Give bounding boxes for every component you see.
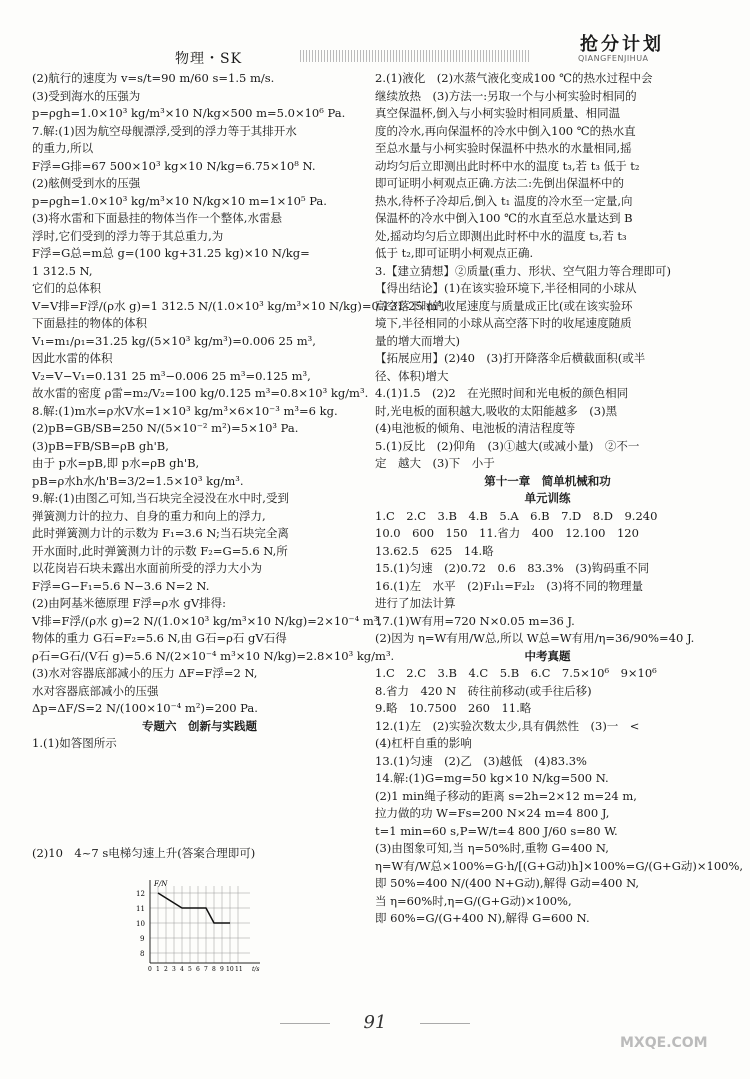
answer-line: 以花岗岩石块未露出水面前所受的浮力大小为 (32, 561, 262, 575)
answer-line: 径、体积)增大 (375, 368, 449, 383)
answer-line: V₁=m₁/ρ₁=31.25 kg/(5×10³ kg/m³)=0.006 25 m³, (32, 333, 316, 348)
answer-line: 浮时,它们受到的浮力等于其总重力,为 (32, 228, 224, 243)
exam-title: 中考真题 (524, 648, 571, 663)
answer-line: 拉力做的功 W=Fs=200 N×24 m=4 800 J, (375, 806, 610, 820)
answer-line: 由于 p水=pB,即 p水=ρB gh'B, (32, 456, 200, 470)
answer-line: 低于 t₂,即可证明小柯观点正确. (375, 246, 534, 260)
answer-line: 13.(1)匀速 (2)乙 (3)越低 (4)83.3% (375, 753, 587, 768)
answer-line: 【拓展应用】(2)40 (3)打开降落伞后横截面积(或半 (375, 351, 646, 365)
answer-line: 量的增大而增大) (375, 333, 460, 348)
answer-line: 当 η=60%时,η=G/(G+G动)×100%, (375, 893, 572, 908)
right-column (375, 70, 744, 928)
answer-line: 13.62.5 625 14.略 (375, 543, 494, 558)
answer-line: 的重力,所以 (32, 141, 94, 155)
answer-line: η=W有/W总×100%=G·h/[(G+G动)h]×100%=G/(G+G动)×100%, (375, 858, 744, 873)
answer-line: 定 越大 (3)下 小于 (375, 456, 495, 470)
answer-line: (3)pB=FB/SB=ρB gh'B, (32, 438, 169, 453)
answer-line: 至总水量与小柯实验时保温杯中热水的水量相同,摇 (375, 141, 632, 155)
answer-line: 动均匀后立即测出此时杯中水的温度 t₃,若 t₃ 低于 t₂ (375, 158, 640, 173)
answer-line: 2.(1)液化 (2)水蒸气液化变成100 ℃的热水过程中会 (375, 71, 653, 85)
answer-line: V₂=V−V₁=0.131 25 m³−0.006 25 m³=0.125 m³, (32, 368, 311, 383)
answer-line: 1.C 2.C 3.B 4.B 5.A 6.B 7.D 8.D 9.240 (375, 508, 658, 523)
answer-line: ρ石=G石/(V石 g)=5.6 N/(2×10⁻⁴ m³×10 N/kg)=2.8×10³ kg/m³. (32, 648, 395, 663)
answer-line: 3.【建立猜想】②质量(重力、形状、空气阻力等合理即可) (375, 263, 671, 278)
x-tick-label: 6 (196, 966, 200, 973)
x-tick-label: 0 (148, 966, 152, 973)
answer-line: (3)受到海水的压强为 (32, 88, 141, 103)
x-tick-label: 5 (188, 966, 192, 973)
answer-line: 1.C 2.C 3.B 4.C 5.B 6.C 7.5×10⁶ 9×10⁶ (375, 666, 657, 680)
force-time-chart (120, 878, 270, 978)
x-tick-label: 8 (212, 966, 216, 973)
answer-line: 下面悬挂的物体的体积 (32, 316, 147, 330)
x-tick-label: 2 (164, 966, 168, 973)
brand-title: 抢分计划 (580, 34, 664, 55)
x-axis-label: t/s (252, 966, 260, 973)
y-tick-label: 10 (136, 920, 145, 928)
answer-line: (2)因为 η=W有用/W总,所以 W总=W有用/η=36/90%=40 J. (375, 631, 695, 645)
x-tick-label: 11 (235, 966, 243, 973)
answer-line: 保温杯的冷水中倒入100 ℃的水直至总水量达到 B (375, 211, 633, 225)
answer-line: 即 60%=G/(G+400 N),解得 G=600 N. (375, 911, 590, 925)
answer-line: 8.省力 420 N 砖往前移动(或手往后移) (375, 683, 592, 698)
answer-line: 弹簧测力计的拉力、自身的重力和向上的浮力, (32, 508, 266, 523)
answer-line: V排=F浮/(ρ水 g)=2 N/(1.0×10³ kg/m³×10 N/kg)=2×10⁻⁴ m³, (32, 613, 383, 628)
answer-line: (3)由图象可知,当 η=50%时,重物 G=400 N, (375, 841, 609, 855)
answer-line: 4.(1)1.5 (2)2 在光照时间和光电板的颜色相同 (375, 386, 629, 400)
answer-line: 故水雷的密度 ρ雷=m₂/V₂=100 kg/0.125 m³=0.8×10³ kg/m³. (32, 386, 369, 400)
answer-line: 1.(1)如答图所示 (32, 736, 117, 750)
answer-line: 开水面时,此时弹簧测力计的示数 F₂=G=5.6 N,所 (32, 543, 288, 558)
answer-line: (2)10 4~7 s电梯匀速上升(答案合理即可) (32, 845, 256, 860)
answer-line: Δp=ΔF/S=2 N/(100×10⁻⁴ m²)=200 Pa. (32, 701, 258, 715)
header-dot-rule (300, 50, 530, 62)
answer-line: (2)pB=GB/SB=250 N/(5×10⁻² m²)=5×10³ Pa. (32, 421, 299, 435)
subject-header: 物理・SK (175, 51, 243, 67)
answer-line: p=ρgh=1.0×10³ kg/m³×10 N/kg×10 m=1×10⁵ Pa. (32, 193, 327, 208)
site-watermark: MXQE.COM (620, 1035, 708, 1051)
answer-line: 度的冷水,再向保温杯的冷水中倒入100 ℃的热水直 (375, 123, 636, 138)
answer-line: pB=ρ水h水/h'B=3/2=1.5×10³ kg/m³. (32, 473, 244, 488)
answer-line: 8.解:(1)m水=ρ水V水=1×10³ kg/m³×6×10⁻³ m³=6 kg. (32, 403, 338, 418)
brand-pinyin: QIANGFENJIHUA (578, 54, 649, 63)
answer-line: 14.解:(1)G=mg=50 kg×10 N/kg=500 N. (375, 771, 609, 785)
answer-line: 9.解:(1)由图乙可知,当石块完全浸没在水中时,受到 (32, 491, 289, 505)
answer-line: 真空保温杯,倒入与小柯实验时相同质量、相同温 (375, 106, 621, 120)
answer-line: (4)杠杆自重的影响 (375, 736, 472, 750)
answer-line: (2)1 min绳子移动的距离 s=2h=2×12 m=24 m, (375, 788, 637, 803)
answer-line: (3)水对容器底部减小的压力 ΔF=F浮=2 N, (32, 666, 258, 680)
x-tick-label: 10 (226, 966, 234, 973)
answer-line: 9.略 10.7500 260 11.略 (375, 701, 532, 715)
answer-line: V=V排=F浮/(ρ水 g)=1 312.5 N/(1.0×10³ kg/m³×10 N/kg)=0.131 25 m³, (32, 298, 446, 313)
answer-line: 进行了加法计算 (375, 596, 456, 610)
answer-line: 高空落下时的收尾速度与质量成正比(或在该实验环 (375, 298, 633, 313)
y-tick-label: 11 (136, 905, 145, 913)
page-number: 91 (335, 1012, 415, 1033)
answer-line: 处,摇动均匀后立即测出此时杯中水的温度 t₃,若 t₃ (375, 228, 627, 243)
answer-line: (4)电池板的倾角、电池板的清洁程度等 (375, 421, 576, 435)
answer-line: 它们的总体积 (32, 281, 101, 295)
answer-line: 15.(1)匀速 (2)0.72 0.6 83.3% (3)钩码重不同 (375, 561, 650, 575)
answer-line: 即可证明小柯观点正确.方法二:先倒出保温杯中的 (375, 176, 625, 190)
answer-line: (2)航行的速度为 v=s/t=90 m/60 s=1.5 m/s. (32, 71, 275, 85)
answer-line: 继续放热 (3)方法一:另取一个与小柯实验时相同的 (375, 88, 637, 103)
answer-line: 12.(1)左 (2)实验次数太少,具有偶然性 (3)一 < (375, 718, 640, 733)
answer-line: F浮=G−F₁=5.6 N−3.6 N=2 N. (32, 578, 210, 593)
y-tick-label: 12 (136, 890, 145, 898)
x-tick-label: 1 (156, 966, 160, 973)
answer-line: F浮=G总=m总 g=(100 kg+31.25 kg)×10 N/kg= (32, 246, 310, 260)
answer-line: (2)由阿基米德原理 F浮=ρ水 gV排得: (32, 596, 227, 610)
answer-line: 16.(1)左 水平 (2)F₁l₁=F₂l₂ (3)将不同的物理量 (375, 578, 644, 593)
answer-line: 5.(1)反比 (2)仰角 (3)①越大(或减小量) ②不一 (375, 438, 640, 453)
answer-line: 热水,待杯子冷却后,倒入 t₁ 温度的冷水至一定量,向 (375, 193, 633, 208)
y-tick-label: 9 (140, 935, 145, 943)
chapter-title: 第十一章 简单机械和功 (484, 473, 611, 488)
chart-spacer (32, 753, 367, 845)
x-tick-label: 7 (204, 966, 208, 973)
answer-line: 即 50%=400 N/(400 N+G动),解得 G动=400 N, (375, 876, 640, 890)
x-tick-label: 3 (172, 966, 176, 973)
answer-line: 境下,半径相同的小球从高空落下时的收尾速度随质 (375, 316, 632, 330)
answer-line: 水对容器底部减小的压强 (32, 683, 159, 698)
answer-line: (2)舷侧受到水的压强 (32, 176, 141, 190)
y-axis-label: F/N (154, 880, 168, 888)
answer-line: p=ρgh=1.0×10³ kg/m³×10 N/kg×500 m=5.0×10⁶ Pa. (32, 106, 346, 120)
x-tick-label: 4 (180, 966, 184, 973)
answer-line: 1 312.5 N, (32, 263, 93, 278)
y-tick-label: 8 (140, 950, 145, 958)
answer-line: 10.0 600 150 11.省力 400 12.100 120 (375, 526, 639, 540)
section-title: 专题六 创新与实践题 (142, 718, 257, 733)
unit-title: 单元训练 (524, 491, 571, 505)
answer-line: 因此水雷的体积 (32, 351, 113, 365)
answer-line: 7.解:(1)因为航空母舰漂浮,受到的浮力等于其排开水 (32, 123, 297, 138)
answer-line: t=1 min=60 s,P=W/t=4 800 J/60 s=80 W. (375, 823, 618, 838)
answer-line: F浮=G排=67 500×10³ kg×10 N/kg=6.75×10⁸ N. (32, 158, 316, 173)
answer-line: 此时弹簧测力计的示数为 F₁=3.6 N;当石块完全离 (32, 526, 289, 540)
answer-line: (3)将水雷和下面悬挂的物体当作一个整体,水雷悬 (32, 211, 282, 225)
answer-line: 【得出结论】(1)在该实验环境下,半径相同的小球从 (375, 281, 637, 295)
answer-line: 物体的重力 G石=F₂=5.6 N,由 G石=ρ石 gV石得 (32, 631, 287, 645)
answer-line: 17.(1)W有用=720 N×0.05 m=36 J. (375, 613, 575, 628)
answer-line: 时,光电板的面积越大,吸收的太阳能越多 (3)黑 (375, 403, 618, 418)
x-tick-label: 9 (220, 966, 224, 973)
